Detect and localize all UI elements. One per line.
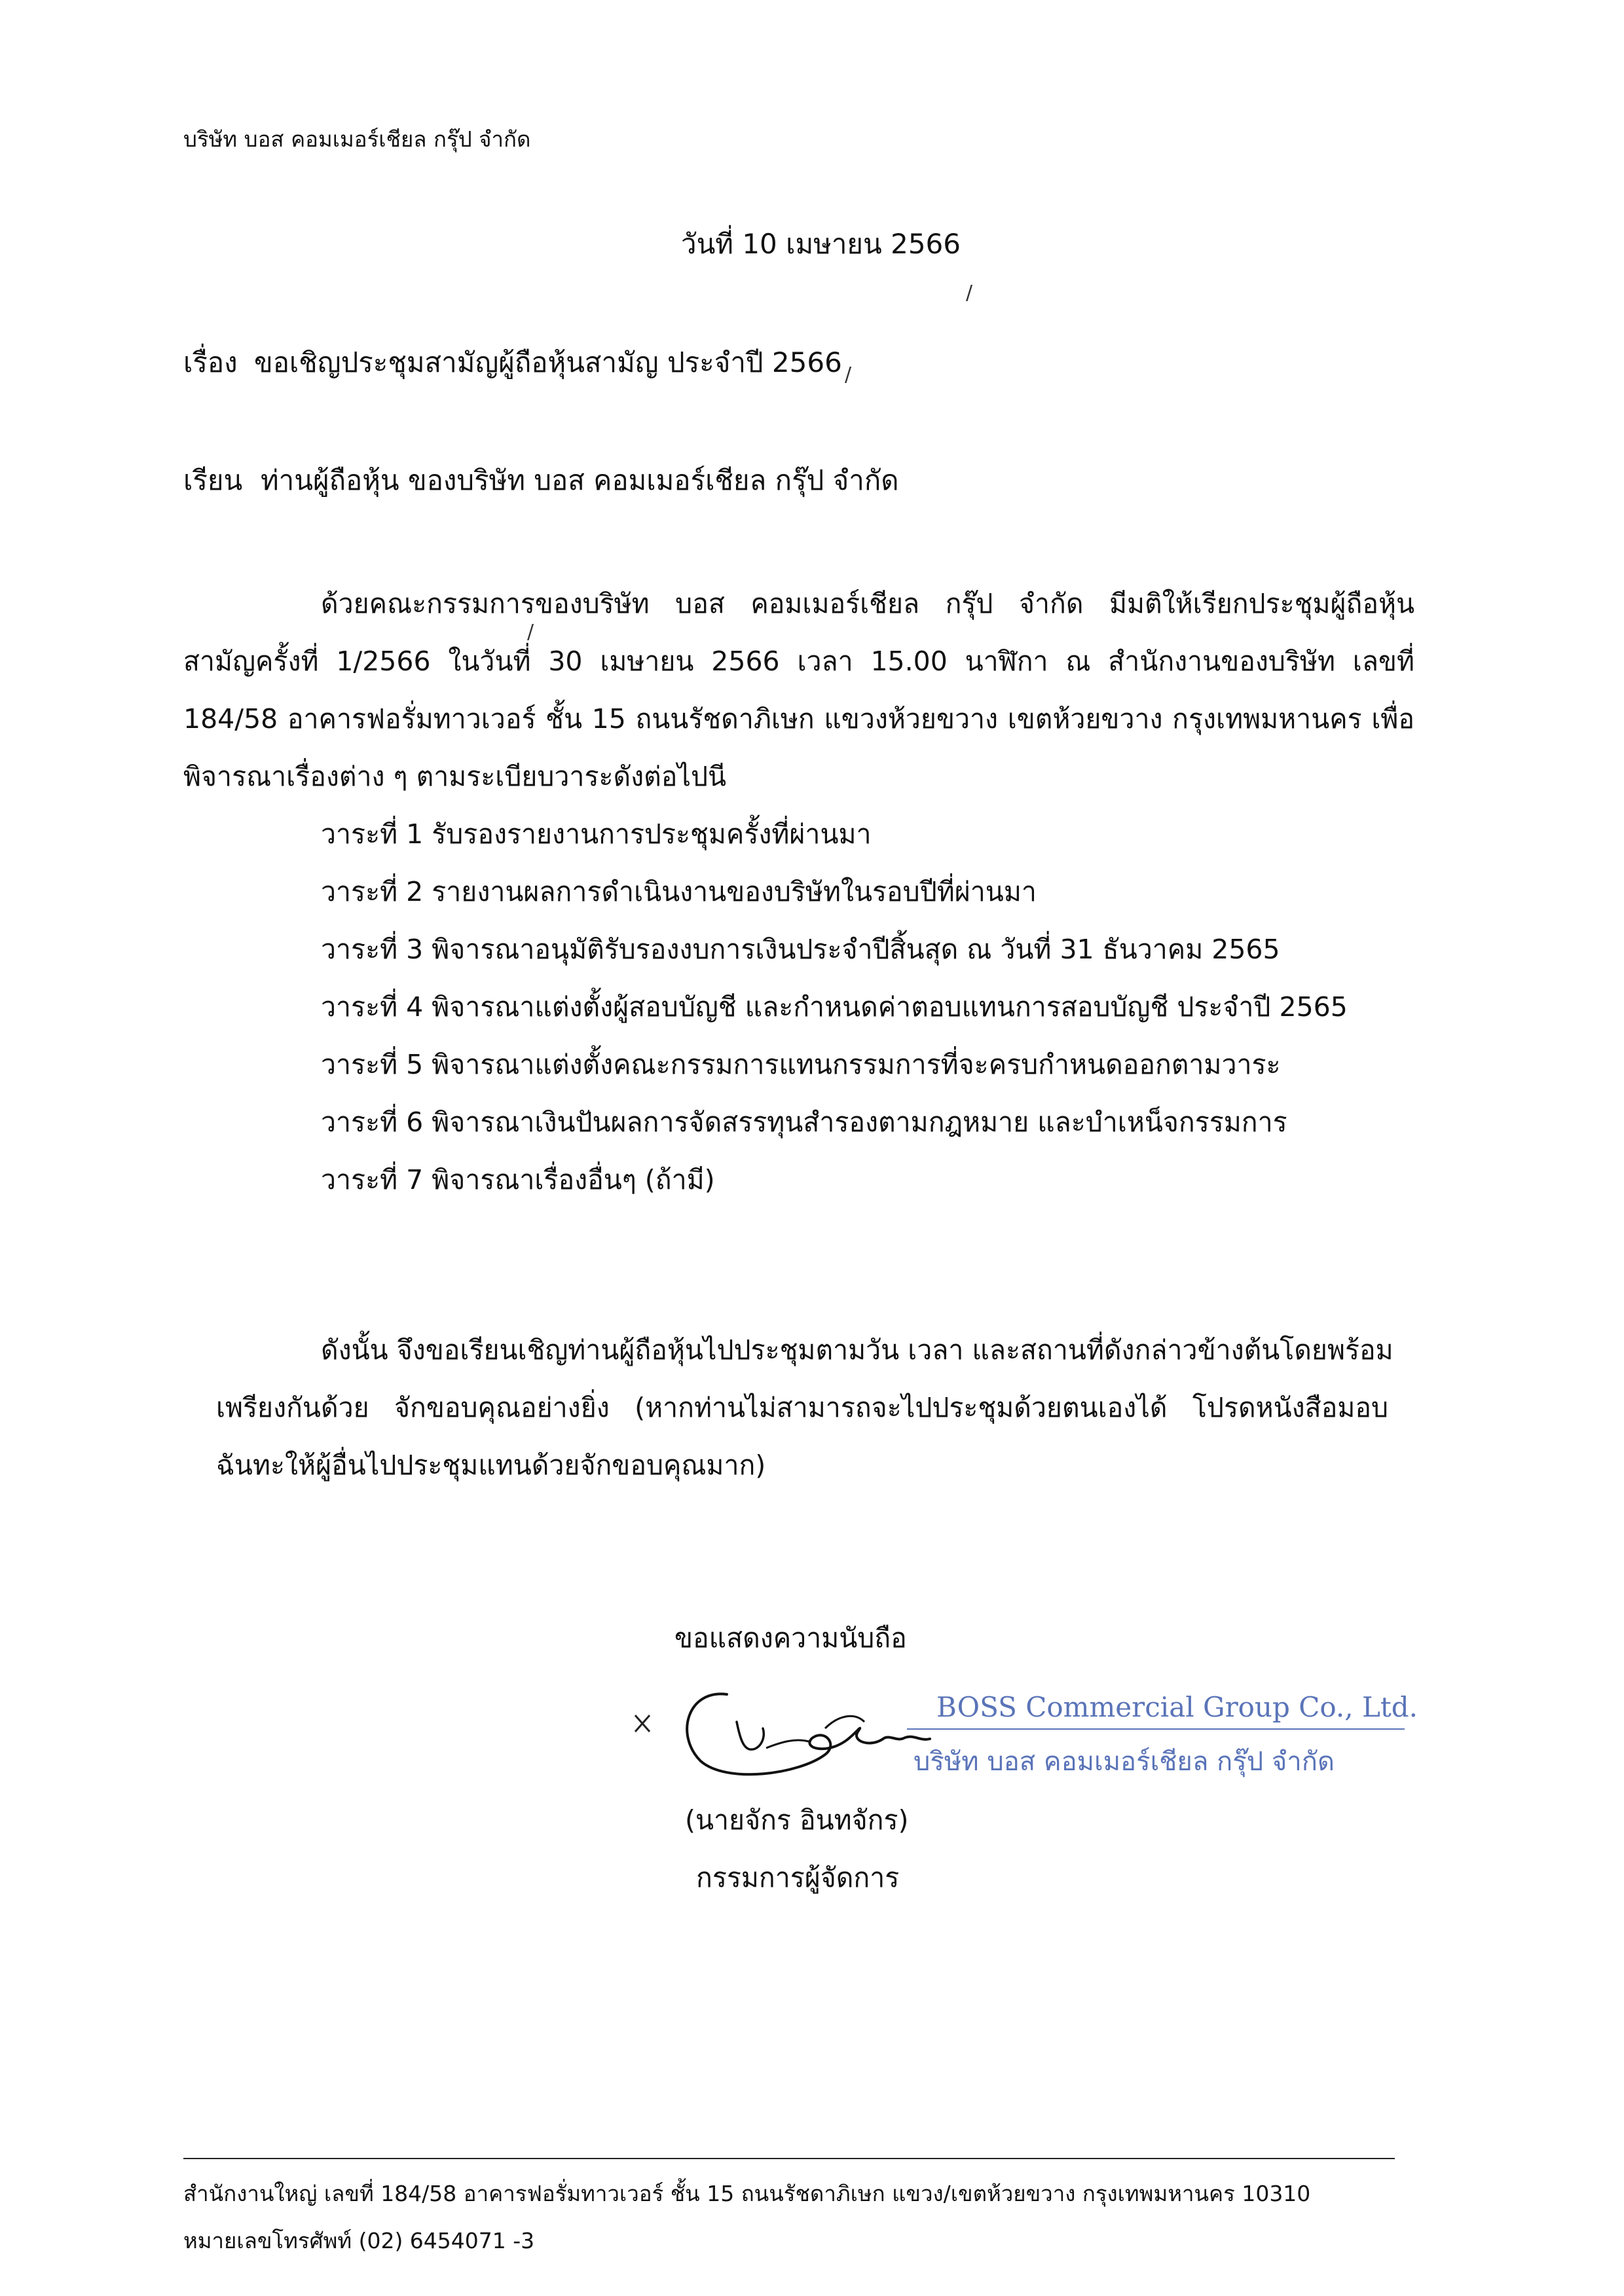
signatory-title: กรรมการผู้จัดการ: [696, 1862, 900, 1893]
footer-divider: [183, 2158, 1395, 2159]
closing-line: เพรียงกันด้วย จักขอบคุณอย่างยิ่ง (หากท่านไม่สามารถจะไปประชุมด้วยตนเองได้ โปรดหนังสือมอบ: [216, 1392, 1388, 1423]
agenda-item-7: วาระที่ 7 พิจารณาเรื่องอื่นๆ (ถ้ามี): [321, 1164, 715, 1195]
body-line: ด้วยคณะกรรมการของบริษัท บอส คอมเมอร์เชียล กรุ๊ป จำกัด มีมติให้เรียกประชุมผู้ถือหุ้น: [321, 588, 1414, 619]
company-stamp-english: BOSS Commercial Group Co., Ltd.: [936, 1691, 1418, 1723]
company-stamp-rule: [907, 1728, 1405, 1730]
handwritten-tick-mark: /: [845, 363, 852, 386]
subject-text: ขอเชิญประชุมสามัญผู้ถือหุ้นสามัญ ประจำปี 2566: [254, 346, 842, 378]
footer-phone: หมายเลขโทรศัพท์ (02) 6454071 -3: [183, 2228, 535, 2253]
handwritten-tick-mark: /: [966, 282, 973, 304]
subject-label: เรื่อง: [183, 346, 238, 378]
body-line: 184/58 อาคารฟอรั่มทาวเวอร์ ชั้น 15 ถนนรัชดาภิเษก แขวงห้วยขวาง เขตห้วยขวาง กรุงเทพมหานคร เพื่อ: [183, 703, 1414, 735]
header-company-name: บริษัท บอส คอมเมอร์เชียล กรุ๊ป จำกัด: [183, 126, 531, 152]
handwritten-tick-mark: /: [527, 621, 534, 644]
sign-off: ขอแสดงความนับถือ: [674, 1622, 907, 1654]
recipient-text: ท่านผู้ถือหุ้น ของบริษัท บอส คอมเมอร์เชียล กรุ๊ป จำกัด: [261, 464, 899, 496]
agenda-item-6: วาระที่ 6 พิจารณาเงินปันผลการจัดสรรทุนสำรองตามกฎหมาย และบำเหน็จกรรมการ: [321, 1106, 1287, 1138]
closing-line: ฉันทะให้ผู้อื่นไปประชุมแทนด้วยจักขอบคุณมาก): [216, 1449, 766, 1481]
agenda-item-3: วาระที่ 3 พิจารณาอนุมัติรับรองงบการเงินประจำปีสิ้นสุด ณ วันที่ 31 ธันวาคม 2565: [321, 934, 1280, 965]
agenda-item-4: วาระที่ 4 พิจารณาแต่งตั้งผู้สอบบัญชี และกำหนดค่าตอบแทนการสอบบัญชี ประจำปี 2565: [321, 991, 1348, 1023]
company-stamp-thai: บริษัท บอส คอมเมอร์เชียล กรุ๊ป จำกัด: [913, 1747, 1335, 1777]
letter-date: วันที่ 10 เมษายน 2566: [681, 228, 961, 260]
footer-address: สำนักงานใหญ่ เลขที่ 184/58 อาคารฟอรั่มทาวเวอร์ ชั้น 15 ถนนรัชดาภิเษก แขวง/เขตห้วยขวาง กรุงเทพมหานคร 10310: [183, 2181, 1311, 2206]
signatory-name: (นายจักร อินทจักร): [685, 1804, 909, 1836]
agenda-item-5: วาระที่ 5 พิจารณาแต่งตั้งคณะกรรมการแทนกรรมการที่จะครบกำหนดออกตามวาระ: [321, 1049, 1281, 1080]
agenda-item-2: วาระที่ 2 รายงานผลการดำเนินงานของบริษัทในรอบปีที่ผ่านมา: [321, 876, 1037, 907]
closing-line: ดังนั้น จึงขอเรียนเชิญท่านผู้ถือหุ้นไปประชุมตามวัน เวลา และสถานที่ดังกล่าวข้างต้นโดยพร้อม: [321, 1334, 1393, 1366]
agenda-item-1: วาระที่ 1 รับรองรายงานการประชุมครั้งที่ผ่านมา: [321, 818, 872, 850]
body-line: สามัญครั้งที่ 1/2566 ในวันที่ 30 เมษายน 2566 เวลา 15.00 นาฬิกา ณ สำนักงานของบริษัท เลขที่: [183, 646, 1414, 677]
body-line: พิจารณาเรื่องต่าง ๆ ตามระเบียบวาระดังต่อไปนี: [183, 761, 727, 792]
recipient-label: เรียน: [183, 464, 243, 496]
